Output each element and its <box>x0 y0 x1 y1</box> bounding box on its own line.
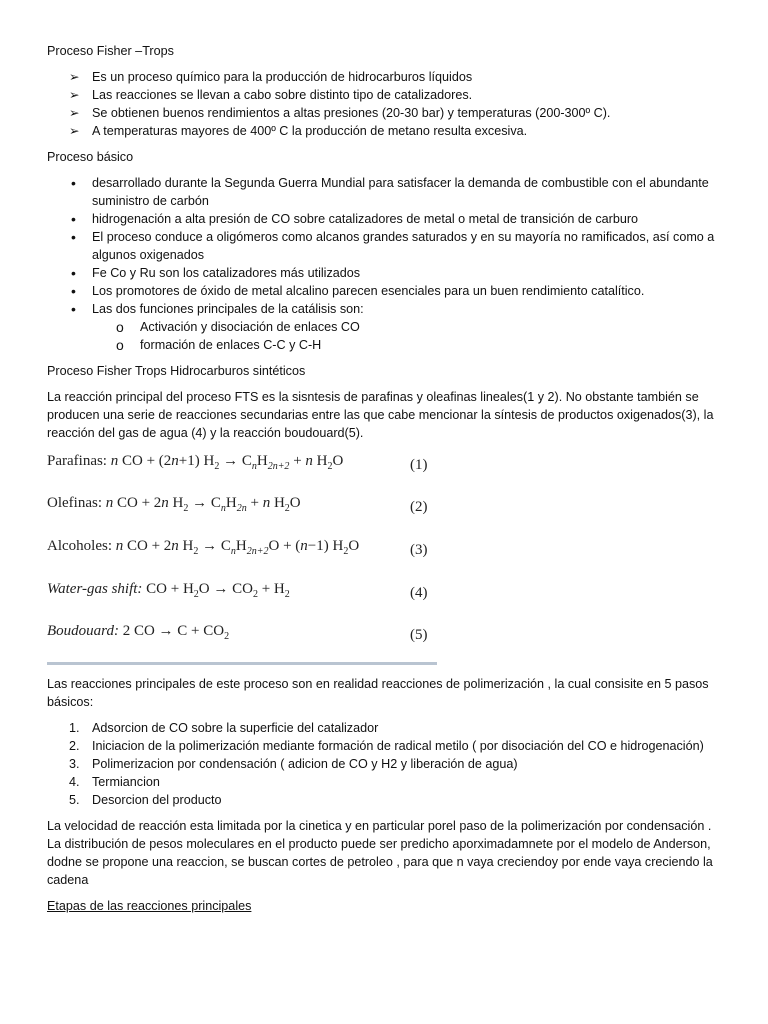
arrow-list <box>47 68 727 140</box>
intro-paragraph: La reacción principal del proceso FTS es la sisntesis de parafinas y oleafinas lineales(1 y 2). No obstante también se producen una serie de reacciones secundarias entre las que cabe mencionar la síntesis de productos oxigenados(3), la reacción del gas de agua (4) y la reacción boudouard(5). <box>47 390 714 440</box>
equation-boudouard: Boudouard: 2 CO → $C + CO_2$ <box>47 623 230 642</box>
equation-number: (5) <box>410 627 428 643</box>
equation-number: (4) <box>410 585 428 601</box>
document-page <box>47 42 727 923</box>
bullet-icon: • <box>71 229 76 245</box>
list-item: ➢ A temperaturas mayores de 400º C la producción de metano resulta excesiva. <box>69 124 528 138</box>
list-item: 2. Iniciacion de la polimerización mediante formación de radical metilo ( por disociación del CO e hidrogenación) <box>69 739 704 753</box>
bullet-list <box>47 174 727 354</box>
list-item: ➢ Es un proceso químico para la producción de hidrocarburos líquidos <box>69 70 473 84</box>
list-item: 1. Adsorcion de CO sobre la superficie del catalizador <box>69 721 379 735</box>
equation-water-gas-shift: Water-gas shift: CO + $H_2O \to CO_2 + H_2$ <box>47 581 290 600</box>
bullet-icon: • <box>71 301 76 317</box>
list-item: ➢ Se obtienen buenos rendimientos a altas presiones (20-30 bar) y temperaturas (200-300º C). <box>69 106 611 120</box>
equation-number: (3) <box>410 542 428 558</box>
equation-number: (2) <box>410 499 428 515</box>
section-title-etapas: Etapas de las reacciones principales <box>47 899 252 913</box>
list-item: 5. Desorcion del producto <box>69 793 222 807</box>
sub-list-item: o Activación y disociación de enlaces CO <box>116 319 360 335</box>
equation-alcoholes: Alcoholes: n CO + 2n $H_2 \to C_nH_{2n+2}O + (n-1)$ $H_2O$ <box>47 538 360 557</box>
polymerization-intro: Las reacciones principales de este proceso son en realidad reacciones de polimerización , la cual consisite en 5 pasos básicos: <box>47 677 709 709</box>
arrow-bullet-icon: ➢ <box>69 88 80 102</box>
conclusion-paragraph: La velocidad de reacción esta limitada por la cinetica y en particular porel paso de la polimerización por condensación . La distribución de pesos moleculares en el producto puede ser predicho aporximadamnete por el modelo de Anderson, dodne se propone una reaccion, se buscan cortes de petroleo , para que n vaya creciendoy por ende vaya creciendo la cadena <box>47 819 713 887</box>
circle-bullet-icon: o <box>116 319 124 335</box>
list-item: • hidrogenación a alta presión de CO sobre catalizadores de metal o metal de transición de carburo <box>71 211 639 227</box>
list-item: 3. Polimerizacion por condensación ( adicion de CO y H2 y liberación de agua) <box>69 757 518 771</box>
bullet-icon: • <box>71 265 76 281</box>
sub-list-item: o formación de enlaces C-C y C-H <box>116 337 322 353</box>
section-title-fisher-trops: Proceso Fisher –Trops <box>47 44 174 58</box>
section-title-proceso-basico: Proceso básico <box>47 150 134 164</box>
list-item: • desarrollado durante la Segunda Guerra Mundial para satisfacer la demanda de combustible con el abundante suministro de carbón <box>71 175 709 208</box>
section-title-hidrocarburos-sinteticos: Proceso Fisher Trops Hidrocarburos sintéticos <box>47 364 306 378</box>
arrow-bullet-icon: ➢ <box>69 106 80 120</box>
equations-figure <box>47 450 437 665</box>
list-item: • El proceso conduce a oligómeros como alcanos grandes saturados y en su mayoría no ramificados, así como a algunos oxigenados <box>71 229 715 262</box>
bullet-icon: • <box>71 211 76 227</box>
equation-olefinas: Olefinas: n CO + 2n $H_2 \to C_nH_{2n} + n$ $H_2O$ <box>47 495 301 514</box>
sub-list <box>47 318 727 354</box>
bullet-icon: • <box>71 175 76 191</box>
arrow-bullet-icon: ➢ <box>69 70 80 84</box>
arrow-bullet-icon: ➢ <box>69 124 80 138</box>
list-item: • Las dos funciones principales de la catálisis son: o Activación y disociación de enlaces CO o formación de enlaces C-C y C-H <box>47 300 727 354</box>
list-item: 4. Termiancion <box>69 775 160 789</box>
bullet-icon: • <box>71 283 76 299</box>
equation-parafinas: Parafinas: n CO + (2n+1) $H_2 \to C_nH_{2n+2} + n$ $H_2O$ <box>47 453 344 472</box>
list-item: • Los promotores de óxido de metal alcalino parecen esenciales para un buen rendimiento catalítico. <box>71 283 645 299</box>
equation-number: (1) <box>410 457 428 473</box>
steps-list <box>47 719 727 809</box>
circle-bullet-icon: o <box>116 337 124 353</box>
list-item: • Fe Co y Ru son los catalizadores más utilizados <box>71 265 361 281</box>
list-item: ➢ Las reacciones se llevan a cabo sobre distinto tipo de catalizadores. <box>69 88 473 102</box>
